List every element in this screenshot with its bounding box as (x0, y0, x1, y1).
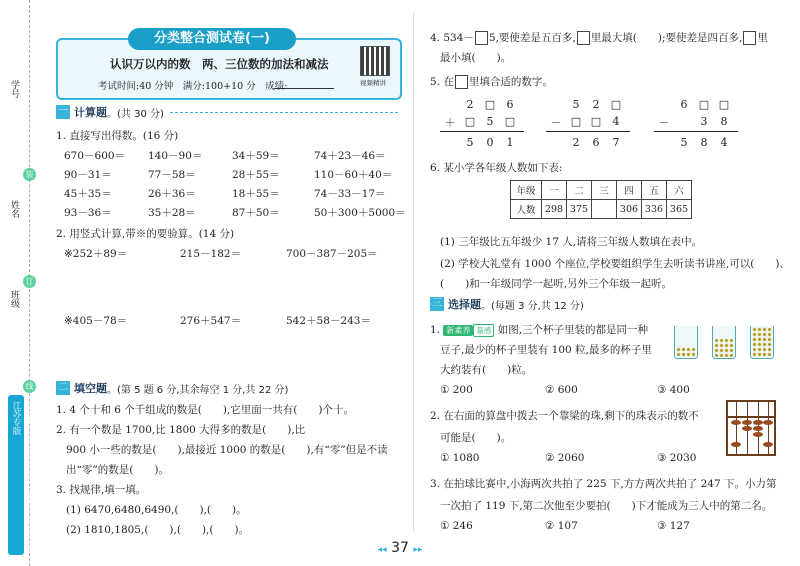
brand-text: 全品优计大试卷 数学二年级 下册 江苏版 江苏专版 (11, 401, 33, 554)
score-blank[interactable] (274, 88, 334, 89)
bind-mark-3: 线 (23, 380, 36, 393)
vertical-puzzle-2: 5 2 □ － □ □ 4 2 6 7 (546, 96, 630, 151)
digit-box[interactable] (577, 31, 590, 45)
section-title: 计算题 (74, 106, 107, 119)
section-badge: 三 (432, 298, 442, 309)
table-cell[interactable] (592, 200, 617, 219)
vertical-calc-item: 276＋547＝ (180, 315, 242, 327)
section-badge: 一 (58, 106, 68, 117)
choice-option[interactable]: ② 600 (545, 384, 578, 396)
section-calc-header (56, 104, 398, 120)
question-2: 2. 用竖式计算,带※的要验算。(14 分) (56, 228, 235, 240)
calc-item: 140－90＝ (148, 150, 203, 162)
fill-q2-line2: 900 小一些的数是( ),最接近 1000 的数是( ),有“零”但是不读 (66, 444, 388, 456)
section-note: 。(共 30 分) (107, 108, 164, 120)
page-footer (0, 540, 800, 556)
choice-option[interactable]: ③ 127 (657, 520, 690, 532)
calc-item: 34＋59＝ (232, 150, 280, 162)
bind-mark-1: 装 (23, 168, 36, 181)
next-arrow-icon: ▸▸ (413, 545, 423, 555)
abacus-icon (726, 400, 776, 456)
cup-icon (674, 326, 698, 359)
vertical-calc-item: 700－387－205＝ (286, 248, 378, 260)
fill-q2-line3: 出“零”的数是( )。 (66, 464, 169, 476)
binding-strip (0, 0, 46, 566)
qr-code-icon[interactable] (360, 46, 390, 76)
choice-q3-line1: 3. 在拍球比赛中,小海两次共拍了 225 下,方方两次共拍了 247 下。小力第 (430, 478, 777, 490)
cup-icon (712, 326, 736, 359)
table-cell: 298 (542, 200, 567, 219)
test-subtitle: 认识万以内的数 两、三位数的加法和减法 (110, 57, 329, 71)
table-cell: 年级 (511, 181, 542, 200)
qr-caption: 视频精讲 (360, 79, 386, 87)
table-cell: 六 (667, 181, 692, 200)
prev-arrow-icon: ◂◂ (377, 545, 387, 555)
class-label: 班级 (9, 290, 19, 308)
fill-q5: 5. 在 里填合适的数字。 (430, 76, 553, 88)
section-note: 。(第 5 题 6 分,其余每空 1 分,共 22 分) (107, 384, 289, 396)
calc-item: 93－36＝ (64, 207, 112, 219)
calc-item: 77－58＝ (148, 169, 196, 181)
section-title: 填空题 (74, 382, 107, 395)
fill-q1: 1. 4 个十和 6 个千组成的数是( ),它里面一共有( )个十。 (56, 404, 354, 416)
vertical-calc-item: ※252＋89＝ (64, 248, 128, 260)
section-divider (170, 111, 398, 113)
calc-item: 28＋55＝ (232, 169, 280, 181)
calc-item: 45＋35＝ (64, 188, 112, 200)
choice-option[interactable]: ② 2060 (545, 452, 585, 464)
calc-item: 670－600＝ (64, 150, 126, 162)
choice-option[interactable]: ③ 400 (657, 384, 690, 396)
section-note: 。(每题 3 分,共 12 分) (481, 300, 584, 312)
table-cell: 306 (617, 200, 642, 219)
test-meta: 考试时间:40 分钟 满分:100+10 分 成绩: (98, 81, 288, 92)
choice-q1-line3: 大约装有( )粒。 (440, 364, 533, 376)
fill-q4-line2: 最小填( )。 (440, 52, 512, 64)
test-title: 分类整合测试卷(一) (128, 28, 296, 50)
choice-option[interactable]: ① 200 (440, 384, 473, 396)
page-divider (413, 12, 414, 532)
section-choice-header (430, 296, 780, 312)
question-1: 1. 直接写出得数。(16 分) (56, 130, 179, 142)
digit-box[interactable] (743, 31, 756, 45)
vertical-puzzle-3: 6 □ □ － 3 8 5 8 4 (654, 96, 738, 151)
fill-q3: 3. 找规律,填一填。 (56, 484, 147, 496)
table-cell: 一 (542, 181, 567, 200)
choice-q3-line2: 一次拍了 119 下,第二次他至少要拍( )下才能成为三人中的第二名。 (440, 500, 773, 512)
choice-option[interactable]: ① 246 (440, 520, 473, 532)
choice-option[interactable]: ① 1080 (440, 452, 480, 464)
fill-q6-2a: (2) 学校大礼堂有 1000 个座位,学校要组织学生去听读书讲座,可以( )、 (440, 258, 790, 270)
choice-q1-line1: 1. 新素养 量感 如图,三个杯子里装的都是同一种 (430, 324, 649, 336)
table-cell: 375 (567, 200, 592, 219)
calc-item: 110－60＋40＝ (314, 169, 393, 181)
section-fill-header (56, 380, 398, 396)
table-cell: 336 (642, 200, 667, 219)
fill-q3-2: (2) 1810,1805,( ),( ),( )。 (66, 524, 250, 536)
choice-q1-line2: 豆子,最少的杯子里装有 100 粒,最多的杯子里 (440, 344, 652, 356)
table-cell: 五 (642, 181, 667, 200)
new-literacy-badge: 新素养 (443, 325, 473, 336)
section-badge: 二 (58, 382, 68, 393)
fill-q6-2b: ( )和一年级同学一起听,另外三个年级一起听。 (440, 278, 673, 290)
section-title: 选择题 (448, 298, 481, 311)
vertical-calc-item: 215－182＝ (180, 248, 242, 260)
grade-table (510, 180, 692, 219)
digit-box[interactable] (455, 75, 468, 89)
calc-item: 35＋28＝ (148, 207, 196, 219)
calc-item: 90－31＝ (64, 169, 112, 181)
fill-q6-1: (1) 三年级比五年级少 17 人,请将三年级人数填在表中。 (440, 236, 703, 248)
calc-item: 26＋36＝ (148, 188, 196, 200)
table-cell: 四 (617, 181, 642, 200)
table-cell: 三 (592, 181, 617, 200)
calc-item: 87＋50＝ (232, 207, 280, 219)
vertical-calc-item: 542＋58－243＝ (286, 315, 371, 327)
fill-q6: 6. 某小学各年级人数如下表: (430, 162, 563, 174)
table-row (511, 200, 692, 219)
fill-q4-line1: 4. 534－ 5,要使差是五百多, 里最大填( );要使差是四百多, 里 (430, 32, 768, 44)
table-row (511, 181, 692, 200)
brand-bar (8, 395, 33, 555)
vertical-puzzle-1: 2 □ 6 ＋ □ 5 □ 5 0 1 (440, 96, 524, 151)
choice-q2-line2: 可能是( )。 (440, 432, 512, 444)
fill-q3-1: (1) 6470,6480,6490,( ),( )。 (66, 504, 247, 516)
calc-item: 74＋23－46＝ (314, 150, 386, 162)
calc-item: 18＋55＝ (232, 188, 280, 200)
table-cell: 人数 (511, 200, 542, 219)
choice-option[interactable]: ② 107 (545, 520, 578, 532)
fill-q2-line1: 2. 有一个数是 1700,比 1800 大得多的数是( ),比 (56, 424, 306, 436)
bind-mark-2: 订 (23, 275, 36, 288)
student-number-label: 学号 (9, 80, 19, 98)
cup-icon (750, 326, 774, 359)
digit-box[interactable] (475, 31, 488, 45)
choice-option[interactable]: ③ 2030 (657, 452, 697, 464)
table-cell: 365 (667, 200, 692, 219)
table-cell: 二 (567, 181, 592, 200)
calc-item: 50＋300＋5000＝ (314, 207, 406, 219)
quantity-sense-tag: 量感 (473, 324, 494, 337)
choice-q2-line1: 2. 在右面的算盘中拨去一个靠梁的珠,剩下的珠表示的数不 (430, 410, 699, 422)
name-label: 姓名 (9, 200, 19, 218)
calc-item: 74－33－17＝ (314, 188, 386, 200)
page-number: 37 (391, 540, 409, 556)
vertical-calc-item: ※405－78＝ (64, 315, 128, 327)
